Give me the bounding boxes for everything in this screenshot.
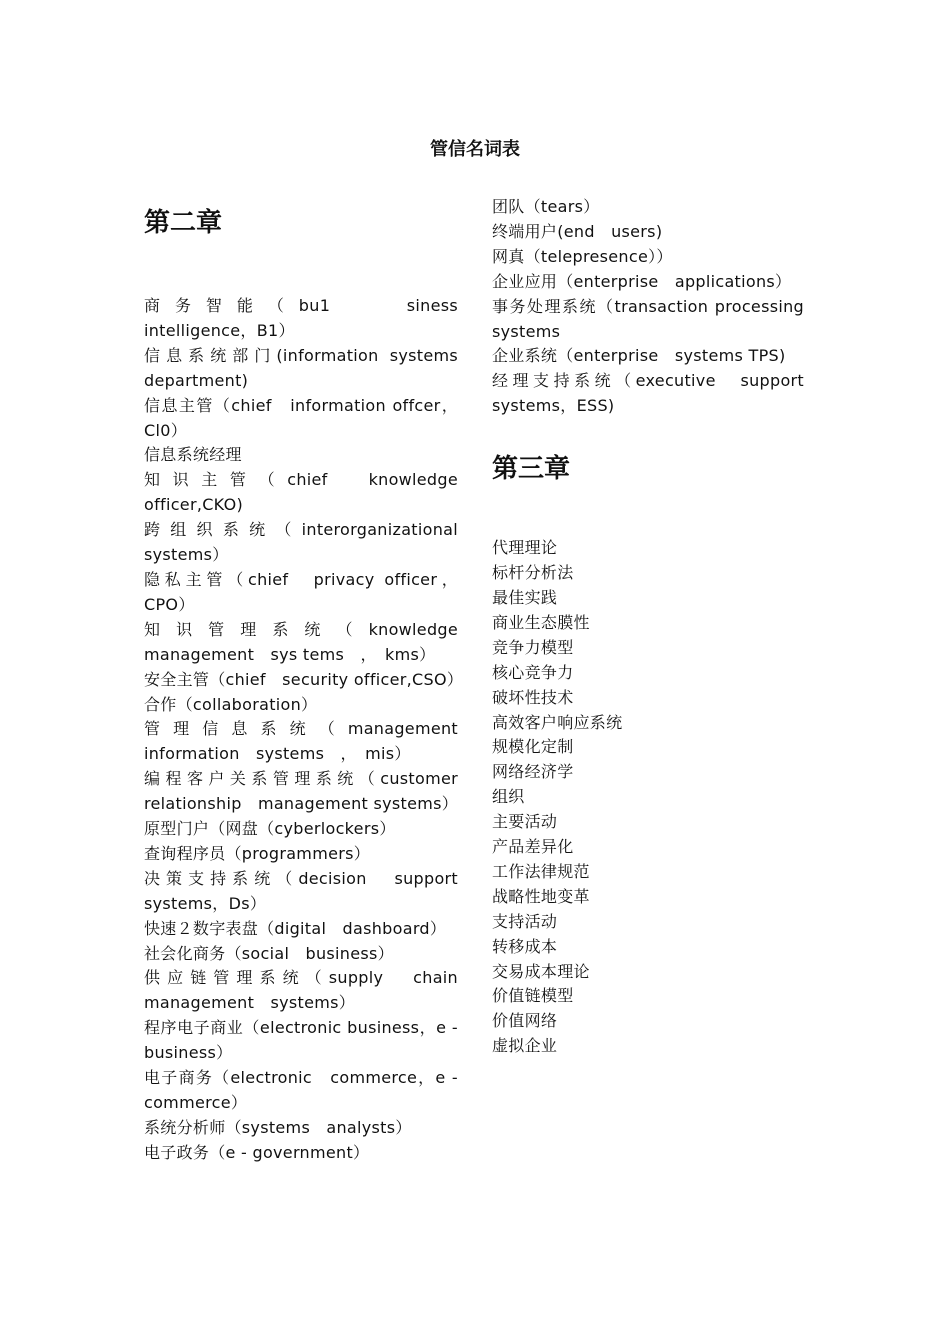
term-entry: 原型门户（网盘（cyberlockers） <box>144 819 396 839</box>
term-entry: 企业系统（enterprise systems TPS) <box>492 346 786 366</box>
term-entry: 网真（telepresence）） <box>492 246 673 266</box>
term-entry: 电子商务（electronic commerce，e - commerce） <box>144 1068 475 1112</box>
chapter-2-term-list-continued <box>492 195 821 419</box>
term-entry: 商业生态膜性 <box>492 612 590 632</box>
term-entry: 查询程序员（programmers） <box>144 843 371 863</box>
term-entry: 高效客户响应系统 <box>492 712 623 732</box>
term-entry: 电子政务（e - government） <box>144 1142 370 1162</box>
term-entry: 企业应用（enterprise applications） <box>492 271 792 291</box>
term-entry: 竞争力模型 <box>492 637 574 657</box>
term-entry: 编程客户关系管理系统（customer relationship management systems） <box>144 769 459 814</box>
term-entry: 安全主管（chief security officer,CSO） <box>144 669 464 689</box>
term-entry: 信息系统部门(information systems department) <box>144 345 458 390</box>
term-entry: 转移成本 <box>492 936 558 956</box>
term-entry: 团队（tears） <box>492 197 600 216</box>
chapter-3-term-list <box>492 536 804 1059</box>
term-entry: 价值网络 <box>492 1011 558 1031</box>
term-entry: 虚拟企业 <box>492 1036 558 1056</box>
term-entry: 代理理论 <box>492 538 558 558</box>
term-entry: 工作法律规范 <box>492 861 590 881</box>
term-entry: 最佳实践 <box>492 587 558 607</box>
term-entry: 决策支持系统（decision support systems，Ds） <box>144 868 458 913</box>
term-entry: 程序电子商业（electronic business，e - business） <box>144 1018 475 1063</box>
term-entry: 快速２数字表盘（digital dashboard） <box>144 918 447 938</box>
term-entry: 商务智能（bu1 siness intelligence，B1） <box>144 296 458 340</box>
term-entry: 标杆分析法 <box>492 563 574 583</box>
chapter-2-term-list <box>144 294 475 1166</box>
term-entry: 交易成本理论 <box>492 961 590 981</box>
term-entry: 网络经济学 <box>492 762 574 782</box>
term-entry: 系统分析师（systems analysts） <box>144 1117 412 1137</box>
term-entry: 供应链管理系统（supply chain management systems） <box>144 968 458 1013</box>
term-entry: 产品差异化 <box>492 837 574 857</box>
left-column <box>144 195 475 1166</box>
term-entry: 经理支持系统（executive support systems，ESS) <box>492 371 804 416</box>
chapter-3-heading: 第三章 <box>492 454 571 485</box>
term-entry: 信息系统经理 <box>144 445 242 465</box>
term-entry: 知识管理系统（knowledge management sys tems ， kms） <box>144 619 458 664</box>
term-entry: 核心竞争力 <box>492 662 574 682</box>
term-entry: 跨组织系统（interorganizational systems） <box>144 520 458 565</box>
term-entry: 组织 <box>492 787 525 807</box>
term-entry: 社会化商务（social business） <box>144 943 394 963</box>
document-title: 管信名词表 <box>430 139 520 160</box>
term-entry: 战略性地变革 <box>492 886 590 906</box>
term-entry: 知识主管（chief knowledge officer,CKO) <box>144 470 458 515</box>
term-entry: 隐私主管（chief privacy officer，CPO） <box>144 569 458 614</box>
term-entry: 破坏性技术 <box>492 687 574 707</box>
chapter-2-heading: 第二章 <box>144 208 223 238</box>
term-entry: 主要活动 <box>492 812 558 832</box>
term-entry: 终端用户(end users) <box>492 221 663 241</box>
term-entry: 价值链模型 <box>492 986 574 1006</box>
term-entry: 信息主管（chief information offcer，Cl0） <box>144 395 458 440</box>
term-entry: 管理信息系统（management information systems ， mis） <box>144 719 458 764</box>
term-entry: 支持活动 <box>492 911 558 931</box>
term-entry: 事务处理系统（transaction processing systems <box>492 296 821 341</box>
term-entry: 规模化定制 <box>492 737 574 757</box>
right-column <box>492 195 821 1059</box>
term-entry: 合作（collaboration） <box>144 694 318 714</box>
